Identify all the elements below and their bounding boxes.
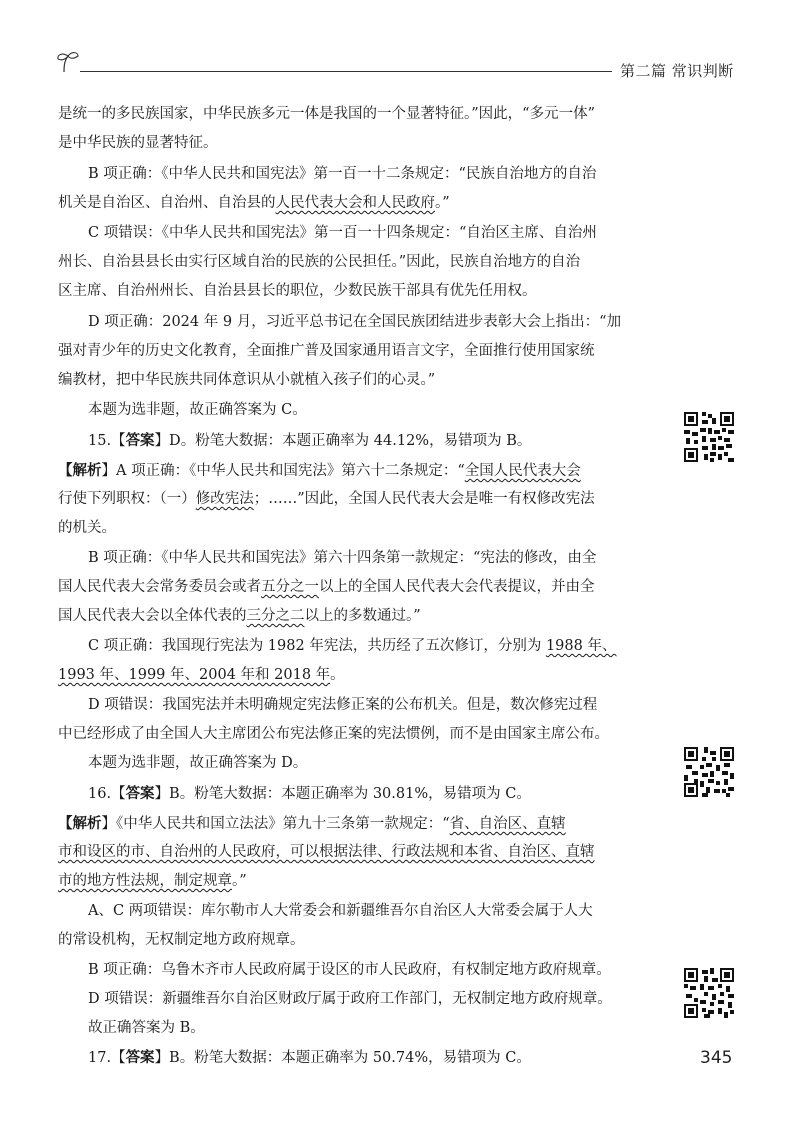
qr-code-icon[interactable] (684, 968, 734, 1018)
text-line: C 项错误：《中华人民共和国宪法》第一百一十四条规定：“自治区主席、自治州 (88, 225, 597, 241)
text-span: 15.【 (88, 433, 126, 449)
analysis-label: 解析 (72, 815, 102, 832)
text-line: 区主席、自治州州长、自治县县长的职位，少数民族干部具有优先任用权。 (58, 283, 537, 299)
text-span: 【 (58, 462, 73, 479)
underlined-text: 1993 年、1999 年、2004 年和 2018 年 (58, 667, 331, 683)
text-line: 本题为选非题，故正确答案为 C。 (88, 402, 307, 418)
text-line: 州长、自治县县长由实行区域自治的民族的公民担任。”因此，民族自治地方的自治 (58, 254, 581, 270)
answer-line-16 (58, 779, 670, 809)
underlined-text: 人民代表大会和人民政府 (275, 195, 435, 211)
text-line: 的机关。 (58, 520, 116, 536)
text-line: D 项正确：2024 年 9 月，习近平总书记在全国民族团结进步表彰大会上指出：“加 (88, 314, 622, 330)
answer-label: 答案 (125, 1049, 155, 1066)
header-rule (80, 71, 612, 72)
underlined-text: 三分之二 (246, 608, 305, 624)
text-span: 。” (435, 195, 450, 211)
text-span: 。” (232, 873, 247, 889)
qr-code-icon[interactable] (684, 747, 734, 797)
text-line: 中已经形成了由全国人大主席团公布宪法修正案的宪法惯例，而不是由国家主席公布。 (58, 726, 609, 742)
text-line: D 项错误：新疆维吾尔自治区财政厅属于政府工作部门，无权制定地方政府规章。 (88, 991, 612, 1007)
text-span: 以上的全国人民代表大会代表提议，并由全 (319, 579, 595, 595)
underlined-text: 1988 年、 (545, 638, 617, 654)
text-span: 】《中华人民共和国立法法》第九十三条第一款规定：“ (101, 816, 450, 832)
text-span: 国人民代表大会常务委员会或者 (58, 579, 261, 595)
text-line: 故正确答案为 B。 (88, 1020, 205, 1036)
text-line: A、C 两项错误：库尔勒市人大常委会和新疆维吾尔自治区人大常委会属于人大 (88, 903, 593, 919)
text-span: 】A 项正确：《中华人民共和国宪法》第六十二条规定：“ (101, 463, 465, 479)
text-span: 】B。粉笔大数据：本题正确率为 50.74%，易错项为 C。 (154, 1050, 531, 1066)
text-line: 强对青少年的历史文化教育，全面推广普及国家通用语言文字，全面推行使用国家统 (58, 343, 595, 359)
answer-label: 答案 (125, 785, 155, 802)
underlined-text: 五分之一 (261, 579, 319, 595)
text-line: B 项正确：乌鲁木齐市人民政府属于设区的市人民政府，有权制定地方政府规章。 (88, 962, 611, 978)
underlined-text: 市的地方性法规，制定规章 (58, 873, 232, 889)
answer-label: 答案 (125, 432, 155, 449)
page-number: 345 (700, 1048, 733, 1068)
text-span: 国人民代表大会以全体代表的 (58, 608, 247, 624)
text-span: 】D。粉笔大数据：本题正确率为 44.12%，易错项为 B。 (154, 433, 532, 449)
text-line (58, 602, 670, 631)
underlined-text: 全国人民代表大会 (464, 463, 581, 479)
text-line (58, 809, 670, 839)
text-line: 编教材，把中华民族共同体意识从小就植入孩子们的心灵。” (58, 372, 436, 388)
underlined-text: 省、自治区、直辖 (449, 816, 566, 832)
text-span: C 项正确：我国现行宪法为 1982 年宪法，共历经了五次修订，分别为 (88, 638, 546, 654)
text-line (58, 838, 670, 867)
text-span: 以上的多数通过。” (304, 608, 421, 624)
text-line: 是统一的多民族国家，中华民族多元一体是我国的一个显著特征。”因此，“多元一体” (58, 106, 595, 122)
answer-line-17 (58, 1043, 670, 1073)
leaf-icon (56, 50, 84, 78)
text-line: B 项正确：《中华人民共和国宪法》第一百一十二条规定：“民族自治地方的自治 (88, 166, 597, 182)
text-span: 【 (58, 815, 73, 832)
text-span: 】B。粉笔大数据：本题正确率为 30.81%，易错项为 C。 (154, 786, 531, 802)
text-span: 行使下列职权：（一） (58, 491, 196, 507)
text-line: 的常设机构，无权制定地方政府规章。 (58, 932, 305, 948)
text-line (58, 867, 670, 896)
underlined-text: 市和设区的市、自治州的人民政府，可以根据法律、行政法规和本省、自治区、直辖 (58, 844, 595, 860)
text-line (58, 189, 670, 218)
text-line (58, 632, 670, 661)
text-line: 本题为选非题，故正确答案为 D。 (88, 755, 308, 771)
text-line (58, 456, 670, 486)
page-header (0, 0, 800, 95)
section-title: 第二篇 常识判断 (620, 62, 734, 80)
text-span: 16.【 (88, 786, 126, 802)
underlined-text: 修改宪法 (195, 491, 254, 507)
text-line: B 项正确：《中华人民共和国宪法》第六十四条第一款规定：“宪法的修改，由全 (88, 550, 597, 566)
qr-code-icon[interactable] (684, 412, 734, 462)
text-line: D 项错误：我国宪法并未明确规定宪法修正案的公布机关。但是，数次修宪过程 (88, 697, 598, 713)
analysis-label: 解析 (72, 462, 102, 479)
answer-line-15 (58, 426, 670, 456)
text-line (58, 661, 670, 690)
text-line (58, 485, 670, 514)
text-line (58, 573, 670, 602)
text-line: 是中华民族的显著特征。 (58, 135, 218, 151)
text-span: 17.【 (88, 1050, 126, 1066)
text-span: ；……”因此，全国人民代表大会是唯一有权修改宪法 (253, 491, 595, 507)
text-span: 机关是自治区、自治州、自治县的 (58, 195, 276, 211)
text-span: 。 (330, 667, 345, 683)
